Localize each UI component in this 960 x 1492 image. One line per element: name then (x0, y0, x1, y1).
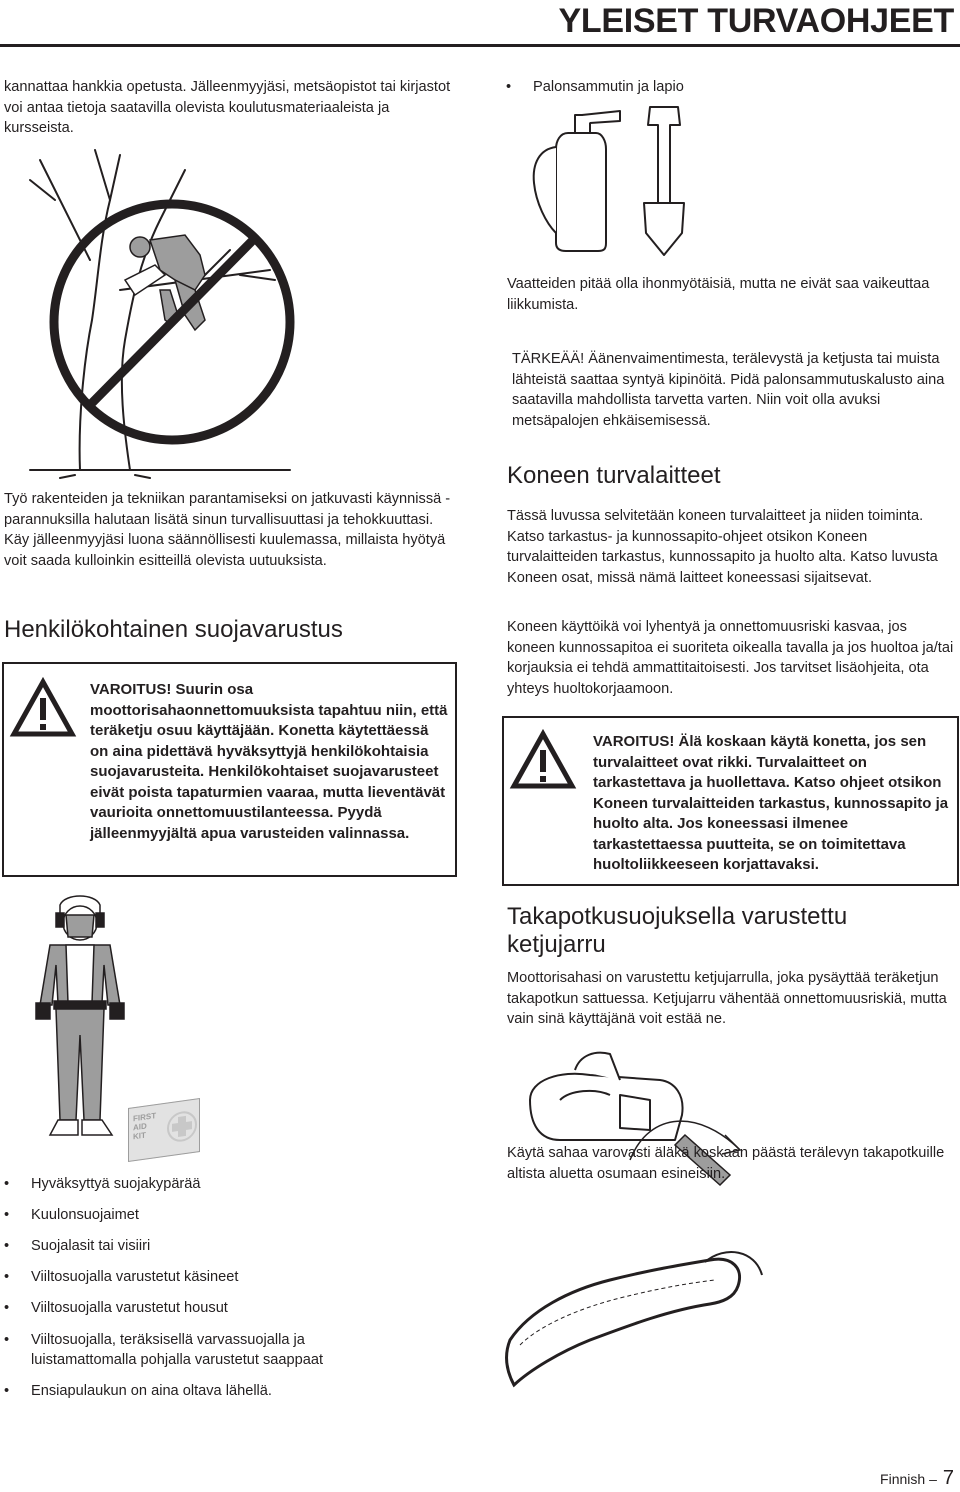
no-tree-climbing-illustration (0, 140, 310, 480)
list-item: • Ensiapulaukun on aina oltava lähellä. (31, 1381, 451, 1401)
intro-text: kannattaa hankkia opetusta. Jälleenmyyjäsi, metsäopistot tai kirjastot voi antaa tietoja saatavilla olevista koulutusmateriaaleista ja kursseista. (4, 79, 451, 136)
improvement-text: Työ rakenteiden ja tekniikan parantamiseksi on jatkuvasti käynnissä - parannuksilla halutaan lisätä sinun turvallisuuttasi ja tehokkuuttasi. Käy jälleenmyyjäsi luona säännöllisesti kuulemassa, millaista hyötyä voit saada kulloinkin esitteillä olevista uutuuksista. (4, 491, 451, 569)
warning-triangle-icon (12, 680, 74, 736)
ppe-heading: Henkilökohtainen suojavarustus (4, 616, 343, 643)
page-footer (880, 1467, 954, 1490)
chain-brake-text: Moottorisahasi on varustettu ketjujarrulla, joka pysäyttää teräketjun takapotkun sattuessa. Ketjujarru vähentää onnettomuusriskiä, mutta vain sinä käyttäjänä voit estää ne. (507, 970, 947, 1027)
safety-maintenance: Koneen käyttöikä voi lyhentyä ja onnettomuusriski kasvaa, jos koneen kunnossapitoa ei suoriteta oikealla tavalla ja jos huoltoa ja/tai korjauksia ei tehdä ammattitaitoisesti. Jos tarvitset lisäohjeita, ota yhteys huoltokorjaamoon. (507, 619, 954, 697)
protective-gear-figure (20, 885, 140, 1145)
first-aid-kit (128, 1098, 200, 1162)
footer-dash: – (929, 1471, 937, 1487)
kickback-text: Käytä sahaa varovasti äläkä koskaan päästä terälevyn takapotkuille altista aluetta osumaan esineisiin. (507, 1145, 945, 1182)
list-item: • Viiltosuojalla varustetut käsineet (31, 1267, 451, 1287)
warning-triangle-icon (512, 732, 574, 788)
footer-language: Finnish (880, 1471, 926, 1487)
safety-heading: Koneen turvalaitteet (507, 462, 721, 489)
first-aid-label: FIRST AID KIT (133, 1111, 157, 1142)
list-item: • Kuulonsuojaimet (31, 1205, 451, 1225)
list-item: • Viiltosuojalla varustetut housut (31, 1298, 451, 1318)
safety-intro: Tässä luvussa selvitetään koneen turvalaitteet ja niiden toiminta. Katso tarkastus- ja kunnossapito-ohjeet otsikon Koneen turvalaitteiden tarkastus, kunnossapito ja huolto alta. Katso luvusta Koneen osat, missä nämä laitteet koneessasi sijaitsevat. (507, 508, 938, 586)
header-rule (0, 44, 960, 47)
chainsaw-kickback-illustration (500, 1040, 800, 1460)
important-note: TÄRKEÄÄ! Äänenvaimentimesta, terälevystä ja ketjusta tai muista lähteistä saattaa syntyä kipinöitä. Pidä palonsammutuskalusto aina saatavilla mahdollista tarvetta varten. Niin voit olla avuksi metsäpalojen ehkäisemisessä. (512, 351, 945, 429)
safety-warning-text: VAROITUS! Älä koskaan käytä konetta, jos sen turvalaitteet ovat rikki. Turvalaitteet on tarkastettava ja huollettava. Katso ohjeet otsikon Koneen turvalaitteiden tarkastus, kunnossapito ja huolto alta. Jos koneessasi ilmenee tarkastettaessa puutteita, se on toimitettava huoltoliikkeeseen korjattavaksi. (593, 733, 949, 873)
chain-brake-heading: Takapotkusuojuksella varustettu ketjujarru (507, 903, 848, 958)
fire-extinguisher-shovel-illustration (520, 103, 720, 263)
first-aid-cross-icon (167, 1109, 197, 1143)
ppe-warning-text: VAROITUS! Suurin osa moottorisahaonnettomuuksista tapahtuu niin, että teräketju osuu käyttäjään. Konetta käytettäessä on aina pidettävä hyväksyttyjä henkilökohtaisia suojavarusteita. Henkilökohtaiset suojavarusteet eivät poista tapaturmien vaaraa, mutta lieventävät vaurioita onnettomuustilanteessa. Pyydä jälleenmyyjältä apua varusteiden valinnassa. (90, 681, 448, 842)
page-number: 7 (942, 1467, 954, 1489)
clothing-text: Vaatteiden pitää olla ihonmyötäisiä, mutta ne eivät saa vaikeuttaa liikkumista. (507, 276, 930, 313)
list-item: • Suojalasit tai visiiri (31, 1236, 451, 1256)
fire-equipment-bullet: • Palonsammutin ja lapio (533, 77, 933, 97)
list-item: • Hyväksyttyä suojakypärää (31, 1174, 451, 1194)
list-item: • Viiltosuojalla, teräksisellä varvassuojalla ja luistamattomalla pohjalla varustetut saappaat (31, 1330, 381, 1370)
page-title: YLEISET TURVAOHJEET (558, 2, 954, 40)
